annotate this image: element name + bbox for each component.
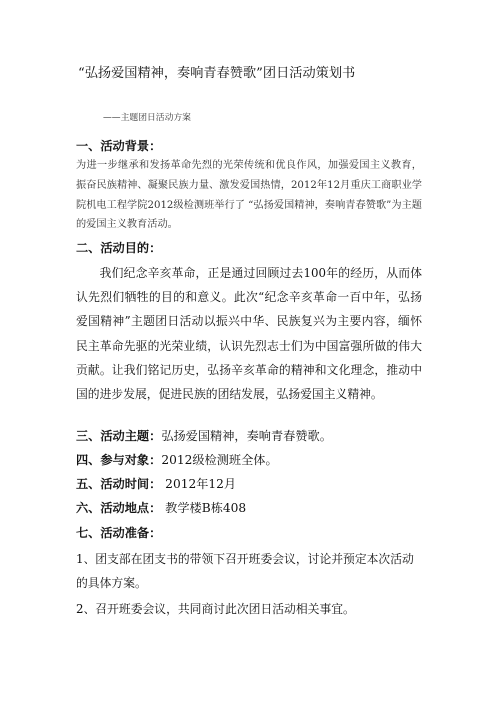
document-subtitle: ——主题团日活动方案 [103, 113, 191, 123]
section-value-participants: 2012级检测班全体。 [161, 453, 278, 467]
section-text-background: 为进一步继承和发扬革命先烈的光荣传统和优良作风，加强爱国主义教育，振奋民族精神、凝聚民族力量、激发爱国热情，2012年12月重庆工商职业学院机电工程学院2012级检测班举行了 “弘扬爱国精神，奏响青春赞歌”为主题的爱国主义教育活动。 [76, 160, 422, 231]
section-heading-theme: 三、活动主题： [76, 429, 162, 443]
list-item: 1、团支部在团支书的带领下召开班委会议，讨论并预定本次活动的具体方案。 [76, 552, 414, 591]
section-heading-location: 六、活动地点： [76, 501, 162, 515]
section-location [76, 499, 246, 517]
section-value-time: 2012年12月 [161, 477, 237, 491]
section-text-purpose: 我们纪念辛亥革命，正是通过回顾过去100年的经历，从而体认先烈们牺牲的目的和意义。此次“纪念辛亥革命一百中年，弘扬爱国精神”主题团日活动以振兴中华、民族复兴为主要内容，缅怀民主革命先驱的光荣业绩，认识先烈志士们为中国富强所做的伟大贡献。让我们铭记历史，弘扬辛亥革命的精神和文化理念，推动中国的进步发展，促进民族的团结发展，弘扬爱国主义精神。 [76, 266, 422, 402]
section-heading-background: 一、活动背景： [76, 139, 162, 153]
section-theme [76, 427, 332, 445]
section-heading-time: 五、活动时间： [76, 477, 162, 491]
section-heading-purpose: 二、活动目的： [76, 241, 162, 255]
section-heading-participants: 四、参与对象： [76, 453, 162, 467]
section-participants [76, 451, 278, 469]
document-title: “弘扬爱国精神，奏响青春赞歌”团日活动策划书 [78, 66, 356, 81]
section-value-location: 教学楼B栋408 [161, 501, 247, 515]
section-heading-preparation: 七、活动准备： [76, 526, 162, 540]
section-time [76, 475, 236, 493]
section-value-theme: 弘扬爱国精神，奏响青春赞歌。 [161, 429, 332, 443]
list-item: 2、召开班委会议，共同商讨此次团日活动相关事宜。 [76, 602, 355, 616]
